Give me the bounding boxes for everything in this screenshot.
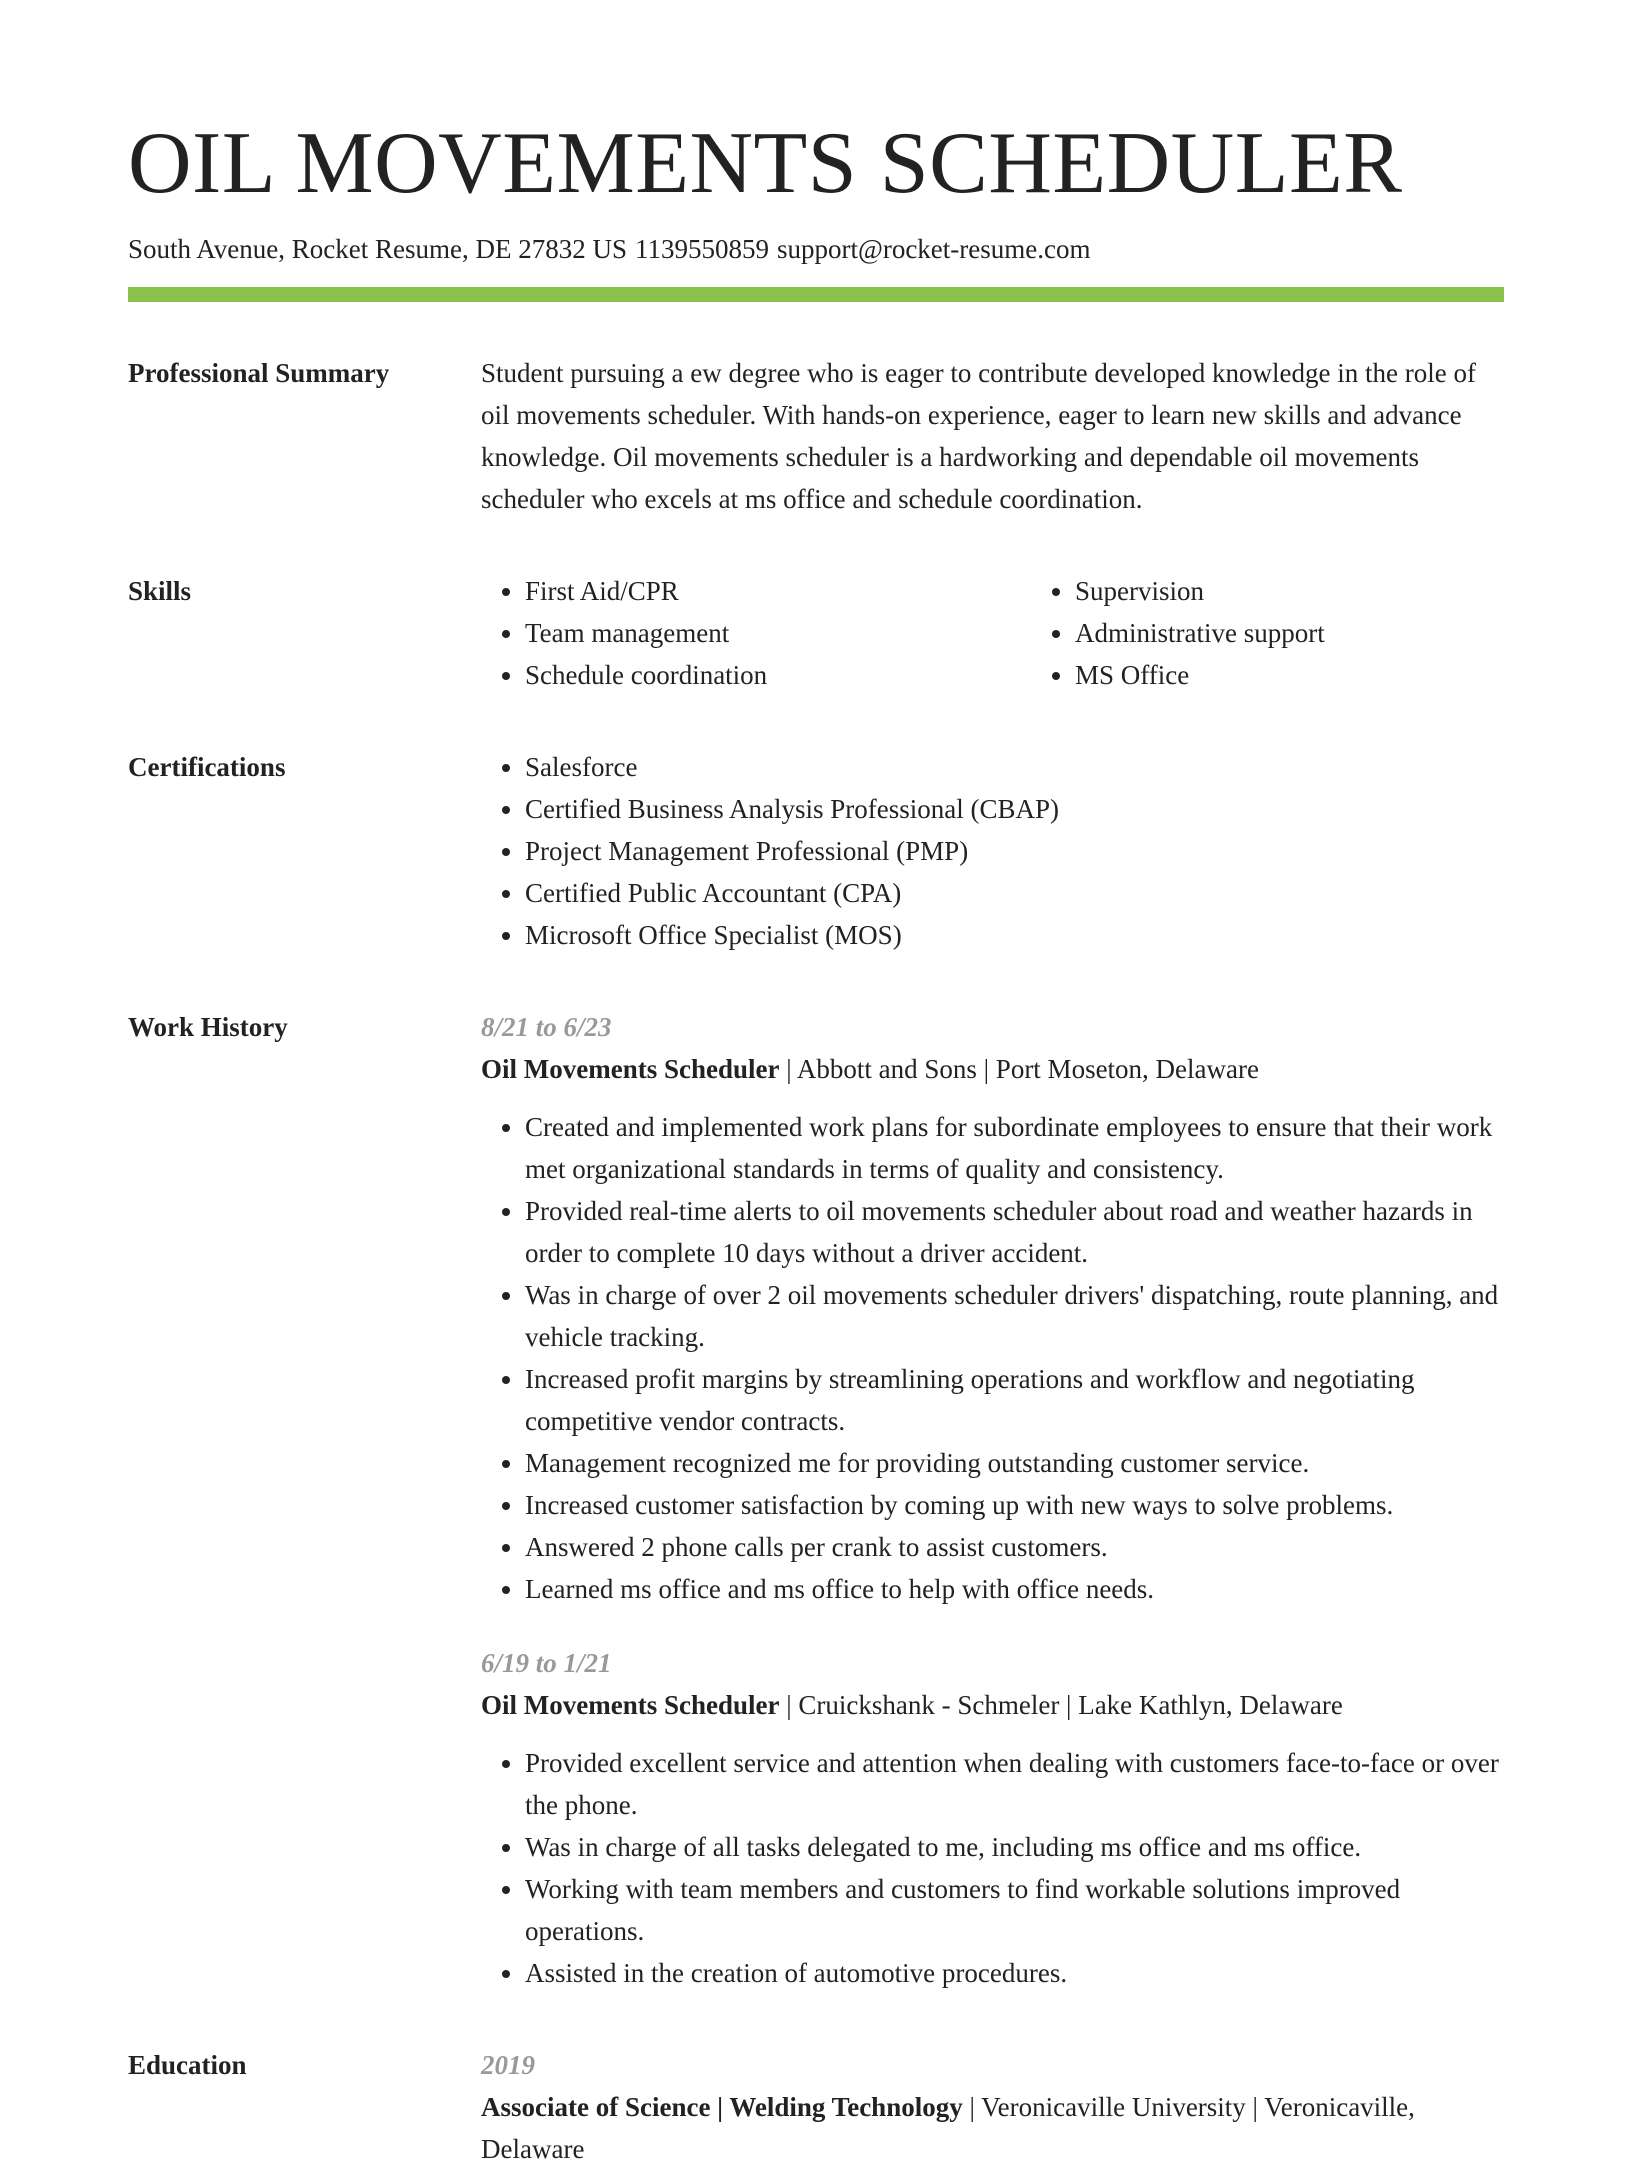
- job-dates: 6/19 to 1/21: [481, 1648, 612, 1679]
- job-bullet: • Working with team members and customers to find workable solutions improved operations.: [525, 1868, 1504, 1952]
- education-year: 2019: [481, 2050, 535, 2081]
- skill-item: • First Aid/CPR: [525, 570, 1031, 612]
- skill-item: • MS Office: [1075, 654, 1581, 696]
- work-history-content: [481, 1006, 1504, 1994]
- job-bullet: • Was in charge of over 2 oil movements scheduler drivers' dispatching, route planning, and vehicle tracking.: [525, 1274, 1504, 1358]
- certification-item: • Microsoft Office Specialist (MOS): [525, 914, 1504, 956]
- section-education: [128, 2044, 1504, 2170]
- certification-item: • Salesforce: [525, 746, 1504, 788]
- section-label-certifications: Certifications: [128, 752, 286, 783]
- job-title: Oil Movements Scheduler: [481, 1054, 780, 1085]
- job-bullet: • Assisted in the creation of automotive procedures.: [525, 1952, 1504, 1994]
- education-content: [481, 2044, 1504, 2170]
- summary-content: [481, 352, 1504, 520]
- skill-item: • Supervision: [1075, 570, 1581, 612]
- skills-column-2: [1031, 570, 1581, 696]
- job-bullet: • Management recognized me for providing outstanding customer service.: [525, 1442, 1504, 1484]
- job-title: Oil Movements Scheduler: [481, 1690, 780, 1721]
- certifications-content: [481, 746, 1504, 956]
- job-heading: [481, 1048, 1504, 1090]
- job-bullet: • Increased profit margins by streamlining operations and workflow and negotiating competitive vendor contracts.: [525, 1358, 1504, 1442]
- education-details: | Veronicaville University | Veronicaville, Delaware: [481, 2092, 1415, 2165]
- section-certifications: [128, 746, 1504, 956]
- job-heading: [481, 1684, 1504, 1726]
- job-bullet: • Created and implemented work plans for subordinate employees to ensure that their work met organizational standards in terms of quality and consistency.: [525, 1106, 1504, 1190]
- contact-line: [128, 234, 1504, 265]
- job-bullet: • Was in charge of all tasks delegated to me, including ms office and ms office.: [525, 1826, 1504, 1868]
- certification-item: • Certified Business Analysis Professional (CBAP): [525, 788, 1504, 830]
- email: support@rocket-resume.com: [776, 234, 1091, 265]
- section-summary: [128, 352, 1504, 520]
- section-label-summary: Professional Summary: [128, 358, 390, 389]
- skills-column-1: [481, 570, 1031, 696]
- job-bullet: • Provided excellent service and attention when dealing with customers face-to-face or over the phone.: [525, 1742, 1504, 1826]
- job-entry: [481, 1006, 1504, 1610]
- candidate-name: OIL MOVEMENTS SCHEDULER: [128, 115, 1403, 212]
- job-bullet: • Answered 2 phone calls per crank to assist customers.: [525, 1526, 1504, 1568]
- skill-item: • Administrative support: [1075, 612, 1581, 654]
- header-divider: [128, 287, 1504, 302]
- education-heading: [481, 2086, 1504, 2170]
- job-bullets: [481, 1106, 1504, 1610]
- summary-text: Student pursuing a ew degree who is eager to contribute developed knowledge in the role of oil movements scheduler. With hands-on experience, eager to learn new skills and advance knowledge. Oil movements scheduler is a hardworking and dependable oil movements scheduler who excels at ms office and schedule coordination.: [481, 358, 1476, 515]
- job-bullets: [481, 1742, 1504, 1994]
- certifications-list: [481, 746, 1504, 956]
- section-work-history: [128, 1006, 1504, 1994]
- certification-item: • Certified Public Accountant (CPA): [525, 872, 1504, 914]
- certification-item: • Project Management Professional (PMP): [525, 830, 1504, 872]
- address: South Avenue, Rocket Resume, DE 27832 US: [128, 234, 627, 265]
- job-entry: [481, 1642, 1504, 1994]
- section-skills: [128, 570, 1504, 696]
- job-bullet: • Provided real-time alerts to oil movements scheduler about road and weather hazards in order to complete 10 days without a driver accident.: [525, 1190, 1504, 1274]
- job-details: | Cruickshank - Schmeler | Lake Kathlyn, Delaware: [779, 1690, 1343, 1721]
- phone: 1139550859: [634, 234, 769, 265]
- skill-item: • Team management: [525, 612, 1031, 654]
- section-label-work-history: Work History: [128, 1012, 288, 1043]
- skills-content: [481, 570, 1581, 696]
- job-bullet: • Increased customer satisfaction by coming up with new ways to solve problems.: [525, 1484, 1504, 1526]
- section-label-education: Education: [128, 2050, 247, 2081]
- job-dates: 8/21 to 6/23: [481, 1012, 612, 1043]
- skill-item: • Schedule coordination: [525, 654, 1031, 696]
- job-bullet: • Learned ms office and ms office to help with office needs.: [525, 1568, 1504, 1610]
- education-degree: Associate of Science | Welding Technology: [481, 2092, 963, 2123]
- section-label-skills: Skills: [128, 576, 192, 607]
- job-details: | Abbott and Sons | Port Moseton, Delaware: [779, 1054, 1259, 1085]
